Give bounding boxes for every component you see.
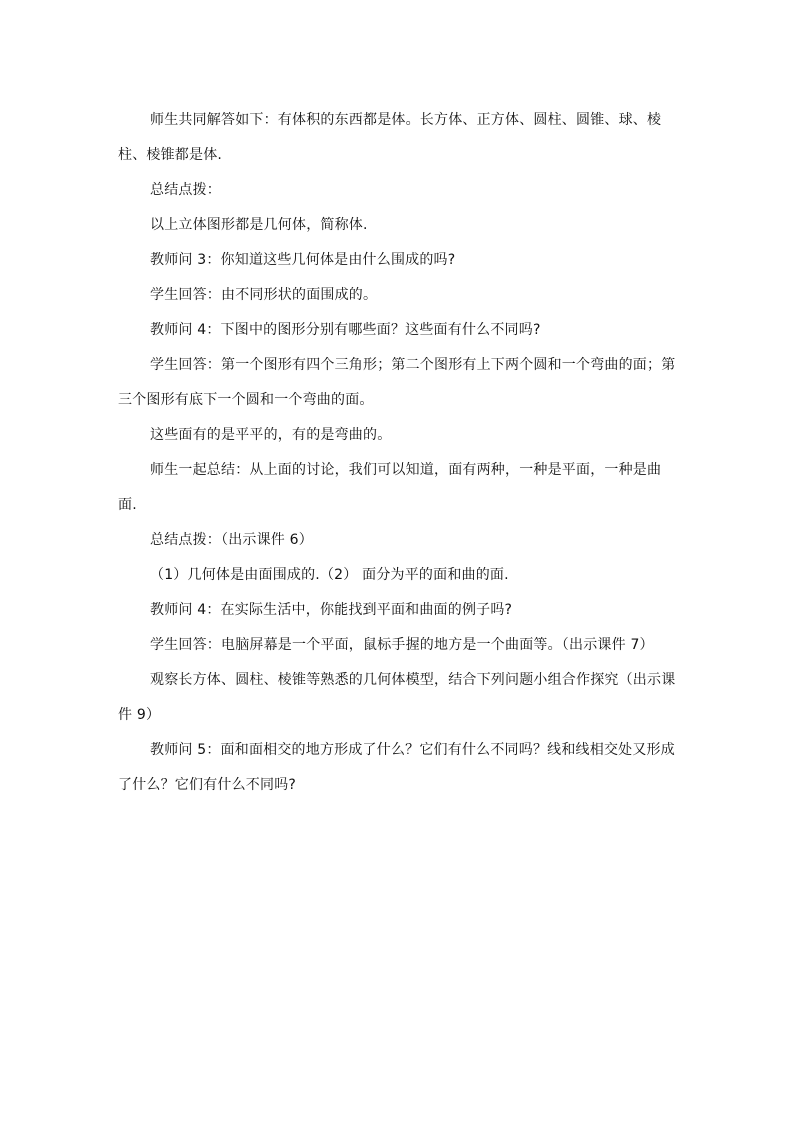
paragraph-10: 总结点拨：（出示课件 6） [150,532,313,548]
paragraph-9: 师生一起总结：从上面的讨论，我们可以知道，面有两种，一种是平面，一种是曲面. [118,462,662,513]
paragraph-6: 教师问 4：下图中的图形分别有哪些面？这些面有什么不同吗? [150,322,541,338]
document-body [118,103,678,803]
paragraph-14: 观察长方体、圆柱、棱锥等熟悉的几何体模型，结合下列问题小组合作探究（出示课件 9） [118,672,676,723]
paragraph-4: 教师问 3：你知道这些几何体是由什么围成的吗? [150,252,456,268]
paragraph-1: 师生共同解答如下：有体积的东西都是体。长方体、正方体、圆柱、圆锥、球、棱柱、棱锥都是体. [118,112,662,163]
paragraph-3: 以上立体图形都是几何体，简称体. [150,217,368,233]
paragraph-7: 学生回答：第一个图形有四个三角形；第二个图形有上下两个圆和一个弯曲的面；第三个图形有底下一个圆和一个弯曲的面。 [118,357,676,408]
paragraph-12: 教师问 4：在实际生活中，你能找到平面和曲面的例子吗? [150,602,513,618]
paragraph-15: 教师问 5：面和面相交的地方形成了什么？它们有什么不同吗？线和线相交处又形成了什么？它们有什么不同吗? [118,742,675,793]
paragraph-2: 总结点拨： [150,182,221,198]
paragraph-13: 学生回答：电脑屏幕是一个平面，鼠标手握的地方是一个曲面等。（出示课件 7） [150,637,654,653]
paragraph-5: 学生回答：由不同形状的面围成的。 [150,287,378,303]
paragraph-8: 这些面有的是平平的，有的是弯曲的。 [150,427,392,443]
paragraph-11: （1）几何体是由面围成的.（2） 面分为平的面和曲的面. [150,567,509,583]
